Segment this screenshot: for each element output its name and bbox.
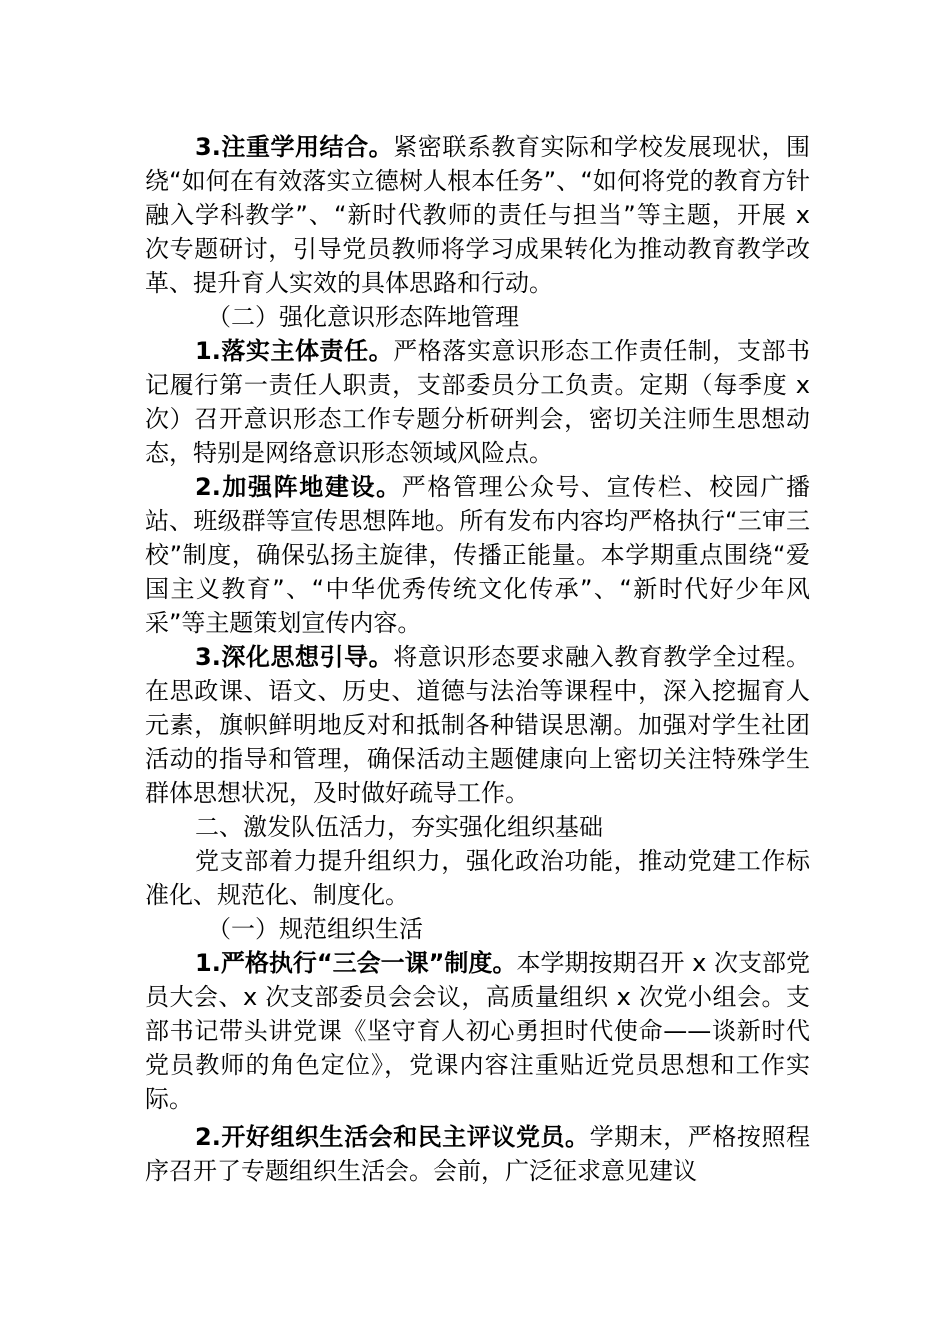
paragraph-text: 紧密联系教育实际和学校发展现状，围绕“如何在有效落实立德树人根本任务”、“如何将党的教育方针融入学科教学”、“新时代教师的责任与担当”等主题，开展 x 次专题研讨，引导党员教师将学习成果转化为推动教育教学改革、提升育人实效的具体思路和行动。 <box>145 133 810 297</box>
paragraph-lead: 1.严格执行“三会一课”制度。 <box>195 949 517 977</box>
paragraph-democratic-review <box>145 1120 810 1188</box>
section-heading-ideology-management: （二）强化意识形态阵地管理 <box>207 303 519 331</box>
paragraph-text: 学期末，严格按照程序召开了专题组织生活会。会前，广泛征求意见建议 <box>145 1123 810 1185</box>
paragraph-main-responsibility <box>145 334 810 470</box>
paragraph-lead: 3.注重学用结合。 <box>195 133 394 161</box>
paragraph-study-application <box>145 130 810 300</box>
document-body <box>145 130 810 1188</box>
paragraph-three-meetings <box>145 946 810 1116</box>
paragraph-organization-intro: 党支部着力提升组织力，强化政治功能，推动党建工作标准化、规范化、制度化。 <box>145 847 810 909</box>
paragraph-text: 将意识形态要求融入教育教学全过程。在思政课、语文、历史、道德与法治等课程中，深入挖掘育人元素，旗帜鲜明地反对和抵制各种错误思潮。加强对学生社团活动的指导和管理，确保活动主题健康向上密切关注特殊学生群体思想状况，及时做好疏导工作。 <box>145 643 810 807</box>
paragraph-lead: 3.深化思想引导。 <box>195 643 394 671</box>
paragraph-text: 本学期按期召开 x 次支部党员大会、x 次支部委员会会议，高质量组织 x 次党小组会。支部书记带头讲党课《坚守育人初心勇担时代使命——谈新时代党员教师的角色定位》，党课内容注重贴近党员思想和工作实际。 <box>145 949 810 1113</box>
paragraph-lead: 2.开好组织生活会和民主评议党员。 <box>195 1123 590 1151</box>
section-heading-team-vitality: 二、激发队伍活力，夯实强化组织基础 <box>195 813 603 841</box>
section-heading-organization-life: （一）规范组织生活 <box>207 915 423 943</box>
paragraph-text: 严格落实意识形态工作责任制，支部书记履行第一责任人职责，支部委员分工负责。定期（每季度 x 次）召开意识形态工作专题分析研判会，密切关注师生思想动态，特别是网络意识形态领域风险点。 <box>145 337 810 467</box>
paragraph-position-building <box>145 470 810 640</box>
paragraph-thought-guidance <box>145 640 810 810</box>
paragraph-lead: 1.落实主体责任。 <box>195 337 394 365</box>
paragraph-lead: 2.加强阵地建设。 <box>195 473 402 501</box>
paragraph-text: 严格管理公众号、宣传栏、校园广播站、班级群等宣传思想阵地。所有发布内容均严格执行“三审三校”制度，确保弘扬主旋律，传播正能量。本学期重点围绕“爱国主义教育”、“中华优秀传统文化传承”、“新时代好少年风采”等主题策划宣传内容。 <box>145 473 810 637</box>
